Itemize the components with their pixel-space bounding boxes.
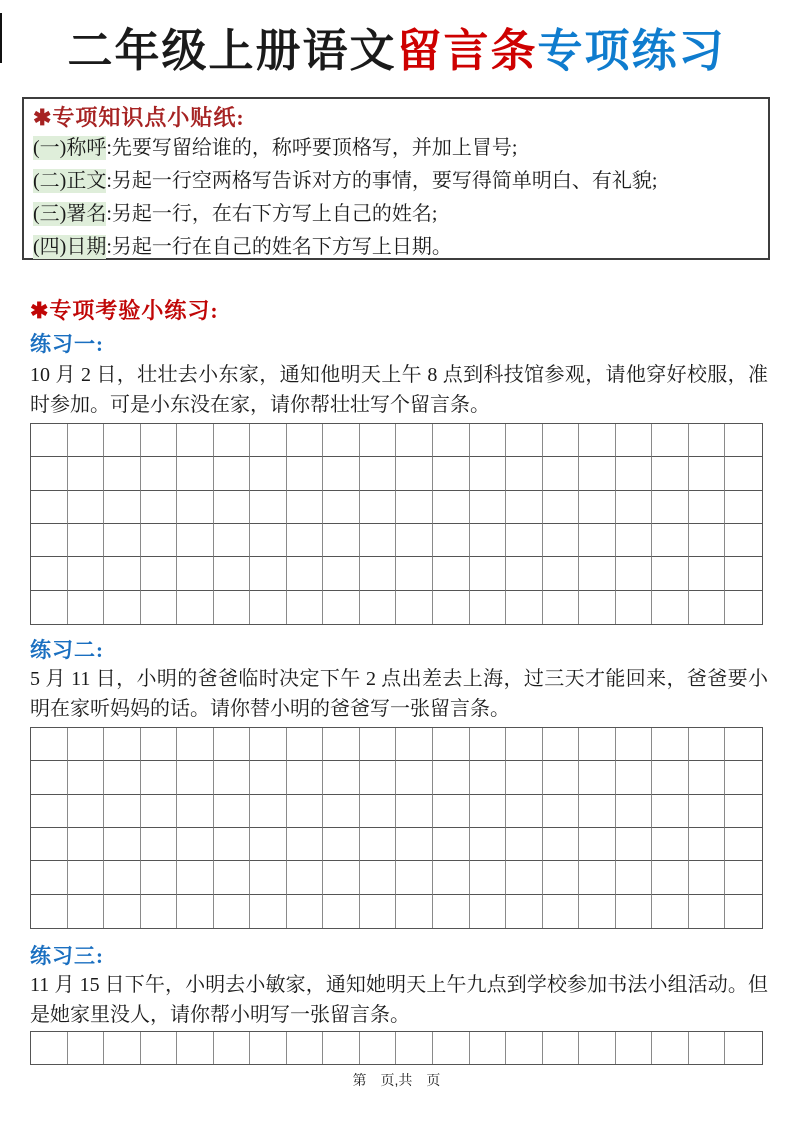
grid-cell xyxy=(543,524,580,557)
grid-cell xyxy=(214,728,251,761)
grid-cell xyxy=(616,424,653,457)
grid-cell xyxy=(543,491,580,524)
grid-cell xyxy=(250,728,287,761)
grid-cell xyxy=(543,828,580,861)
grid-cell xyxy=(470,861,507,894)
grid-cell xyxy=(616,761,653,794)
grid-cell xyxy=(104,728,141,761)
grid-cell xyxy=(141,557,178,590)
grid-cell xyxy=(214,861,251,894)
grid-cell xyxy=(360,457,397,490)
knowledge-item xyxy=(33,165,759,198)
grid-cell xyxy=(433,457,470,490)
grid-cell xyxy=(725,761,762,794)
knowledge-item xyxy=(33,132,759,165)
grid-cell xyxy=(141,728,178,761)
exercise-1-text: 10 月 2 日，壮壮去小东家，通知他明天上午 8 点到科技馆参观，请他穿好校服，准时参加。可是小东没在家，请你帮壮壮写个留言条。 xyxy=(30,364,768,416)
grid-cell xyxy=(141,795,178,828)
grid-cell xyxy=(652,828,689,861)
grid-cell xyxy=(396,728,433,761)
page-number-footer: 第 页,共 页 xyxy=(352,1072,441,1088)
grid-cell xyxy=(652,728,689,761)
grid-cell xyxy=(470,895,507,928)
grid-cell xyxy=(214,591,251,624)
grid-cell xyxy=(725,424,762,457)
grid-cell xyxy=(433,491,470,524)
grid-cell xyxy=(543,591,580,624)
grid-cell xyxy=(470,591,507,624)
grid-cell xyxy=(68,591,105,624)
grid-cell xyxy=(323,795,360,828)
grid-cell xyxy=(396,457,433,490)
grid-cell xyxy=(250,861,287,894)
grid-cell xyxy=(470,457,507,490)
grid-cell xyxy=(104,491,141,524)
grid-cell xyxy=(323,1032,360,1064)
grid-cell xyxy=(31,591,68,624)
grid-cell xyxy=(214,761,251,794)
grid-cell xyxy=(250,895,287,928)
grid-cell xyxy=(323,761,360,794)
grid-cell xyxy=(68,861,105,894)
grid-cell xyxy=(250,591,287,624)
grid-cell xyxy=(214,524,251,557)
writing-grid-2 xyxy=(30,727,763,929)
grid-cell xyxy=(543,557,580,590)
knowledge-item-label: (四)日期 xyxy=(33,236,107,258)
grid-cell xyxy=(725,557,762,590)
grid-cell xyxy=(141,424,178,457)
grid-cell xyxy=(323,728,360,761)
grid-cell xyxy=(68,557,105,590)
grid-cell xyxy=(287,761,324,794)
knowledge-item-label: (三)署名 xyxy=(33,203,107,225)
knowledge-item-text: :先要写留给谁的，称呼要顶格写，并加上冒号; xyxy=(106,137,518,159)
grid-cell xyxy=(506,1032,543,1064)
grid-cell xyxy=(433,861,470,894)
grid-cell xyxy=(250,828,287,861)
grid-cell xyxy=(579,895,616,928)
grid-cell xyxy=(104,457,141,490)
grid-cell xyxy=(31,524,68,557)
grid-cell xyxy=(104,1032,141,1064)
grid-cell xyxy=(396,1032,433,1064)
grid-cell xyxy=(287,1032,324,1064)
grid-cell xyxy=(360,1032,397,1064)
grid-cell xyxy=(68,728,105,761)
grid-cell xyxy=(177,591,214,624)
grid-cell xyxy=(652,1032,689,1064)
grid-cell xyxy=(68,1032,105,1064)
grid-cell xyxy=(543,424,580,457)
grid-cell xyxy=(506,557,543,590)
grid-cell xyxy=(360,524,397,557)
grid-cell xyxy=(177,457,214,490)
grid-cell xyxy=(323,895,360,928)
grid-cell xyxy=(287,524,324,557)
grid-cell xyxy=(652,424,689,457)
grid-cell xyxy=(470,491,507,524)
grid-cell xyxy=(287,591,324,624)
practice-section-heading: ✱专项考验小练习: xyxy=(30,298,219,323)
grid-cell xyxy=(433,424,470,457)
grid-cell xyxy=(433,828,470,861)
grid-cell xyxy=(31,557,68,590)
grid-cell xyxy=(214,457,251,490)
grid-cell xyxy=(689,861,726,894)
grid-cell xyxy=(433,761,470,794)
grid-cell xyxy=(287,728,324,761)
grid-cell xyxy=(506,524,543,557)
grid-cell xyxy=(652,457,689,490)
grid-cell xyxy=(68,761,105,794)
grid-cell xyxy=(31,457,68,490)
exercise-1-label: 练习一: xyxy=(30,332,104,356)
grid-cell xyxy=(141,895,178,928)
grid-cell xyxy=(616,524,653,557)
grid-cell xyxy=(543,795,580,828)
grid-cell xyxy=(104,591,141,624)
grid-cell xyxy=(360,591,397,624)
grid-cell xyxy=(250,761,287,794)
grid-cell xyxy=(250,1032,287,1064)
grid-cell xyxy=(177,895,214,928)
grid-cell xyxy=(250,491,287,524)
grid-cell xyxy=(104,761,141,794)
grid-cell xyxy=(725,524,762,557)
grid-cell xyxy=(506,828,543,861)
grid-cell xyxy=(725,895,762,928)
grid-cell xyxy=(579,1032,616,1064)
grid-cell xyxy=(652,524,689,557)
grid-cell xyxy=(177,524,214,557)
grid-cell xyxy=(360,895,397,928)
grid-cell xyxy=(506,591,543,624)
grid-cell xyxy=(616,491,653,524)
grid-cell xyxy=(360,861,397,894)
grid-cell xyxy=(579,828,616,861)
grid-cell xyxy=(360,795,397,828)
grid-cell xyxy=(31,728,68,761)
grid-cell xyxy=(396,795,433,828)
grid-cell xyxy=(104,828,141,861)
grid-cell xyxy=(543,728,580,761)
grid-cell xyxy=(543,761,580,794)
grid-cell xyxy=(104,424,141,457)
grid-cell xyxy=(287,557,324,590)
grid-cell xyxy=(725,728,762,761)
knowledge-box-heading: ✱专项知识点小贴纸: xyxy=(33,105,245,130)
grid-cell xyxy=(323,557,360,590)
grid-cell xyxy=(323,457,360,490)
grid-cell xyxy=(616,457,653,490)
grid-cell xyxy=(68,491,105,524)
knowledge-item xyxy=(33,198,759,231)
grid-cell xyxy=(141,1032,178,1064)
grid-cell xyxy=(725,795,762,828)
grid-cell xyxy=(506,895,543,928)
grid-cell xyxy=(725,861,762,894)
grid-cell xyxy=(470,728,507,761)
grid-cell xyxy=(506,761,543,794)
grid-cell xyxy=(616,591,653,624)
grid-cell xyxy=(470,761,507,794)
grid-cell xyxy=(250,457,287,490)
knowledge-box xyxy=(22,97,770,260)
grid-cell xyxy=(31,895,68,928)
grid-cell xyxy=(506,728,543,761)
grid-cell xyxy=(689,761,726,794)
grid-cell xyxy=(470,424,507,457)
grid-cell xyxy=(396,491,433,524)
knowledge-item-text: :另起一行，在右下方写上自己的姓名; xyxy=(106,203,438,225)
grid-cell xyxy=(31,761,68,794)
grid-cell xyxy=(396,424,433,457)
grid-cell xyxy=(104,795,141,828)
grid-cell xyxy=(689,828,726,861)
grid-cell xyxy=(396,761,433,794)
grid-cell xyxy=(433,1032,470,1064)
grid-cell xyxy=(360,424,397,457)
grid-cell xyxy=(433,557,470,590)
grid-cell xyxy=(689,424,726,457)
grid-cell xyxy=(68,457,105,490)
grid-cell xyxy=(287,895,324,928)
knowledge-item-label: (一)称呼 xyxy=(33,137,107,159)
grid-cell xyxy=(141,524,178,557)
grid-cell xyxy=(68,795,105,828)
title-part-red: 留言条 xyxy=(396,25,538,76)
grid-cell xyxy=(616,795,653,828)
grid-cell xyxy=(360,491,397,524)
grid-cell xyxy=(177,728,214,761)
grid-cell xyxy=(616,1032,653,1064)
grid-cell xyxy=(287,861,324,894)
grid-cell xyxy=(652,895,689,928)
knowledge-item xyxy=(33,231,759,264)
grid-cell xyxy=(725,1032,762,1064)
grid-cell xyxy=(689,457,726,490)
grid-cell xyxy=(616,828,653,861)
grid-cell xyxy=(141,828,178,861)
grid-cell xyxy=(689,491,726,524)
grid-cell xyxy=(31,795,68,828)
grid-cell xyxy=(433,591,470,624)
grid-cell xyxy=(652,591,689,624)
grid-cell xyxy=(433,728,470,761)
grid-cell xyxy=(68,524,105,557)
grid-cell xyxy=(506,861,543,894)
grid-cell xyxy=(470,828,507,861)
grid-cell xyxy=(579,557,616,590)
grid-cell xyxy=(177,1032,214,1064)
grid-cell xyxy=(287,795,324,828)
grid-cell xyxy=(250,524,287,557)
grid-cell xyxy=(68,424,105,457)
grid-cell xyxy=(214,557,251,590)
grid-cell xyxy=(396,828,433,861)
grid-cell xyxy=(433,795,470,828)
grid-cell xyxy=(579,761,616,794)
grid-cell xyxy=(31,424,68,457)
exercise-2-label: 练习二: xyxy=(30,638,104,662)
grid-cell xyxy=(31,861,68,894)
grid-cell xyxy=(725,591,762,624)
grid-cell xyxy=(31,828,68,861)
grid-cell xyxy=(360,728,397,761)
grid-cell xyxy=(652,491,689,524)
grid-cell xyxy=(141,491,178,524)
grid-cell xyxy=(250,424,287,457)
grid-cell xyxy=(579,861,616,894)
grid-cell xyxy=(470,524,507,557)
grid-cell xyxy=(287,424,324,457)
grid-cell xyxy=(579,491,616,524)
grid-cell xyxy=(177,491,214,524)
grid-cell xyxy=(579,524,616,557)
grid-cell xyxy=(323,524,360,557)
grid-cell xyxy=(287,457,324,490)
grid-cell xyxy=(689,557,726,590)
grid-cell xyxy=(323,861,360,894)
grid-cell xyxy=(360,557,397,590)
grid-cell xyxy=(689,524,726,557)
grid-cell xyxy=(689,895,726,928)
grid-cell xyxy=(725,457,762,490)
grid-cell xyxy=(68,828,105,861)
grid-cell xyxy=(31,1032,68,1064)
grid-cell xyxy=(396,861,433,894)
grid-cell xyxy=(177,828,214,861)
grid-cell xyxy=(579,591,616,624)
grid-cell xyxy=(616,557,653,590)
grid-cell xyxy=(652,761,689,794)
grid-cell xyxy=(579,728,616,761)
grid-cell xyxy=(579,795,616,828)
grid-cell xyxy=(214,828,251,861)
grid-cell xyxy=(214,491,251,524)
knowledge-item-label: (二)正文 xyxy=(33,170,107,192)
grid-cell xyxy=(214,424,251,457)
writing-grid-1 xyxy=(30,423,763,625)
grid-cell xyxy=(360,828,397,861)
grid-cell xyxy=(177,761,214,794)
grid-cell xyxy=(652,557,689,590)
grid-cell xyxy=(177,424,214,457)
grid-cell xyxy=(141,861,178,894)
title-part-black: 二年级上册语文 xyxy=(67,25,397,76)
grid-cell xyxy=(543,895,580,928)
grid-cell xyxy=(543,457,580,490)
grid-cell xyxy=(323,828,360,861)
grid-cell xyxy=(396,895,433,928)
grid-cell xyxy=(506,424,543,457)
grid-cell xyxy=(506,457,543,490)
knowledge-item-text: :另起一行在自己的姓名下方写上日期。 xyxy=(106,236,452,258)
grid-cell xyxy=(506,795,543,828)
grid-cell xyxy=(725,828,762,861)
grid-cell xyxy=(579,424,616,457)
grid-cell xyxy=(104,895,141,928)
grid-cell xyxy=(104,524,141,557)
grid-cell xyxy=(141,761,178,794)
grid-cell xyxy=(689,1032,726,1064)
title-part-blue: 专项练习 xyxy=(537,25,726,76)
grid-cell xyxy=(579,457,616,490)
grid-cell xyxy=(689,591,726,624)
writing-grid-3 xyxy=(30,1031,763,1065)
grid-cell xyxy=(287,491,324,524)
grid-cell xyxy=(506,491,543,524)
grid-cell xyxy=(725,491,762,524)
grid-cell xyxy=(250,795,287,828)
grid-cell xyxy=(616,728,653,761)
grid-cell xyxy=(433,524,470,557)
grid-cell xyxy=(616,861,653,894)
grid-cell xyxy=(543,861,580,894)
grid-cell xyxy=(360,761,397,794)
grid-cell xyxy=(616,895,653,928)
grid-cell xyxy=(250,557,287,590)
grid-cell xyxy=(652,795,689,828)
knowledge-item-text: :另起一行空两格写告诉对方的事情，要写得简单明白、有礼貌; xyxy=(106,170,658,192)
grid-cell xyxy=(323,491,360,524)
grid-cell xyxy=(433,895,470,928)
grid-cell xyxy=(396,591,433,624)
grid-cell xyxy=(470,557,507,590)
grid-cell xyxy=(689,728,726,761)
grid-cell xyxy=(104,557,141,590)
grid-cell xyxy=(323,591,360,624)
grid-cell xyxy=(287,828,324,861)
exercise-3-label: 练习三: xyxy=(30,944,104,968)
exercise-2-text: 5 月 11 日，小明的爸爸临时决定下午 2 点出差去上海，过三天才能回来，爸爸要小明在家听妈妈的话。请你替小明的爸爸写一张留言条。 xyxy=(30,668,768,720)
grid-cell xyxy=(68,895,105,928)
grid-cell xyxy=(177,557,214,590)
grid-cell xyxy=(470,1032,507,1064)
grid-cell xyxy=(214,1032,251,1064)
grid-cell xyxy=(214,795,251,828)
grid-cell xyxy=(141,591,178,624)
grid-cell xyxy=(689,795,726,828)
grid-cell xyxy=(323,424,360,457)
grid-cell xyxy=(177,795,214,828)
grid-cell xyxy=(141,457,178,490)
grid-cell xyxy=(470,795,507,828)
grid-cell xyxy=(31,491,68,524)
page-title xyxy=(0,14,793,79)
grid-cell xyxy=(177,861,214,894)
grid-cell xyxy=(396,524,433,557)
exercise-3-text: 11 月 15 日下午，小明去小敏家，通知她明天上午九点到学校参加书法小组活动。但是她家里没人，请你帮小明写一张留言条。 xyxy=(30,974,768,1026)
grid-cell xyxy=(543,1032,580,1064)
grid-cell xyxy=(214,895,251,928)
grid-cell xyxy=(396,557,433,590)
grid-cell xyxy=(652,861,689,894)
grid-cell xyxy=(104,861,141,894)
